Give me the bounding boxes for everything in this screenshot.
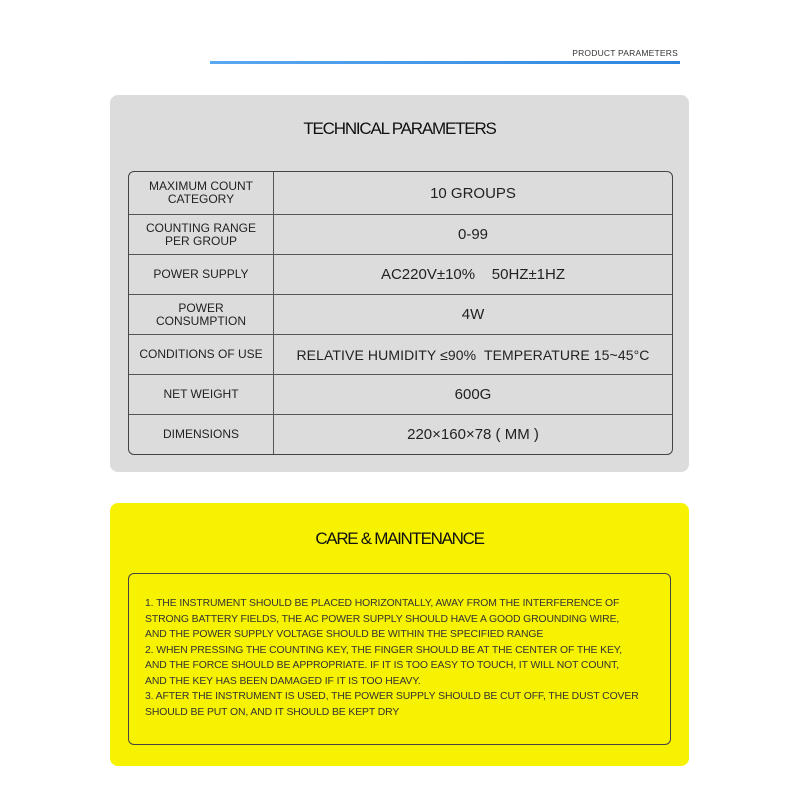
instruction-line: STRONG BATTERY FIELDS, THE AC POWER SUPPLY SHOULD HAVE A GOOD GROUNDING WIRE, <box>145 613 620 625</box>
param-label: POWER CONSUMPTION <box>129 295 274 334</box>
param-label: COUNTING RANGE PER GROUP <box>129 215 274 254</box>
instruction-line: 1. THE INSTRUMENT SHOULD BE PLACED HORIZONTALLY, AWAY FROM THE INTERFERENCE OF <box>145 598 620 609</box>
instruction-line: AND THE POWER SUPPLY VOLTAGE SHOULD BE WITHIN THE SPECIFIED RANGE <box>145 629 544 640</box>
technical-parameters-panel <box>110 95 689 472</box>
care-maintenance-panel <box>110 503 689 766</box>
care-instructions-box <box>128 573 671 745</box>
instruction-line: 2. WHEN PRESSING THE COUNTING KEY, THE FINGER SHOULD BE AT THE CENTER OF THE KEY, <box>145 644 623 656</box>
param-value: 220×160×78 ( MM ) <box>407 426 539 443</box>
param-value: 600G <box>454 386 492 403</box>
table-row <box>129 294 672 334</box>
param-value: AC220V±10% 50HZ±1HZ <box>380 266 566 283</box>
param-label: CONDITIONS OF USE <box>129 335 274 374</box>
table-row <box>129 172 672 214</box>
header-divider <box>210 61 680 64</box>
param-label: POWER SUPPLY <box>129 255 274 294</box>
instruction-line: AND THE KEY HAS BEEN DAMAGED IF IT IS TOO HEAVY. <box>145 675 421 687</box>
table-row <box>129 334 672 374</box>
technical-parameters-title: TECHNICAL PARAMETERS <box>303 119 496 138</box>
param-value: RELATIVE HUMIDITY ≤90% TEMPERATURE 15~45°C <box>296 346 650 363</box>
table-row <box>129 254 672 294</box>
instruction-line: AND THE FORCE SHOULD BE APPROPRIATE. IF IT IS TOO EASY TO TOUCH, IT WILL NOT COUNT, <box>145 660 620 671</box>
table-row <box>129 414 672 454</box>
param-label: MAXIMUM COUNT CATEGORY <box>129 172 274 214</box>
instruction-line: SHOULD BE PUT ON, AND IT SHOULD BE KEPT DRY <box>145 706 400 718</box>
table-row <box>129 374 672 414</box>
param-value: 4W <box>461 306 485 323</box>
instruction-line: 3. AFTER THE INSTRUMENT IS USED, THE POWER SUPPLY SHOULD BE CUT OFF, THE DUST COVER <box>145 691 639 702</box>
table-row <box>129 214 672 254</box>
care-maintenance-title: CARE & MAINTENANCE <box>315 529 484 548</box>
parameters-table <box>128 171 673 455</box>
param-label: DIMENSIONS <box>129 415 274 454</box>
param-label: NET WEIGHT <box>129 375 274 414</box>
section-header-label: PRODUCT PARAMETERS <box>572 48 678 58</box>
param-value: 10 GROUPS <box>430 184 516 202</box>
param-value: 0-99 <box>457 226 489 243</box>
